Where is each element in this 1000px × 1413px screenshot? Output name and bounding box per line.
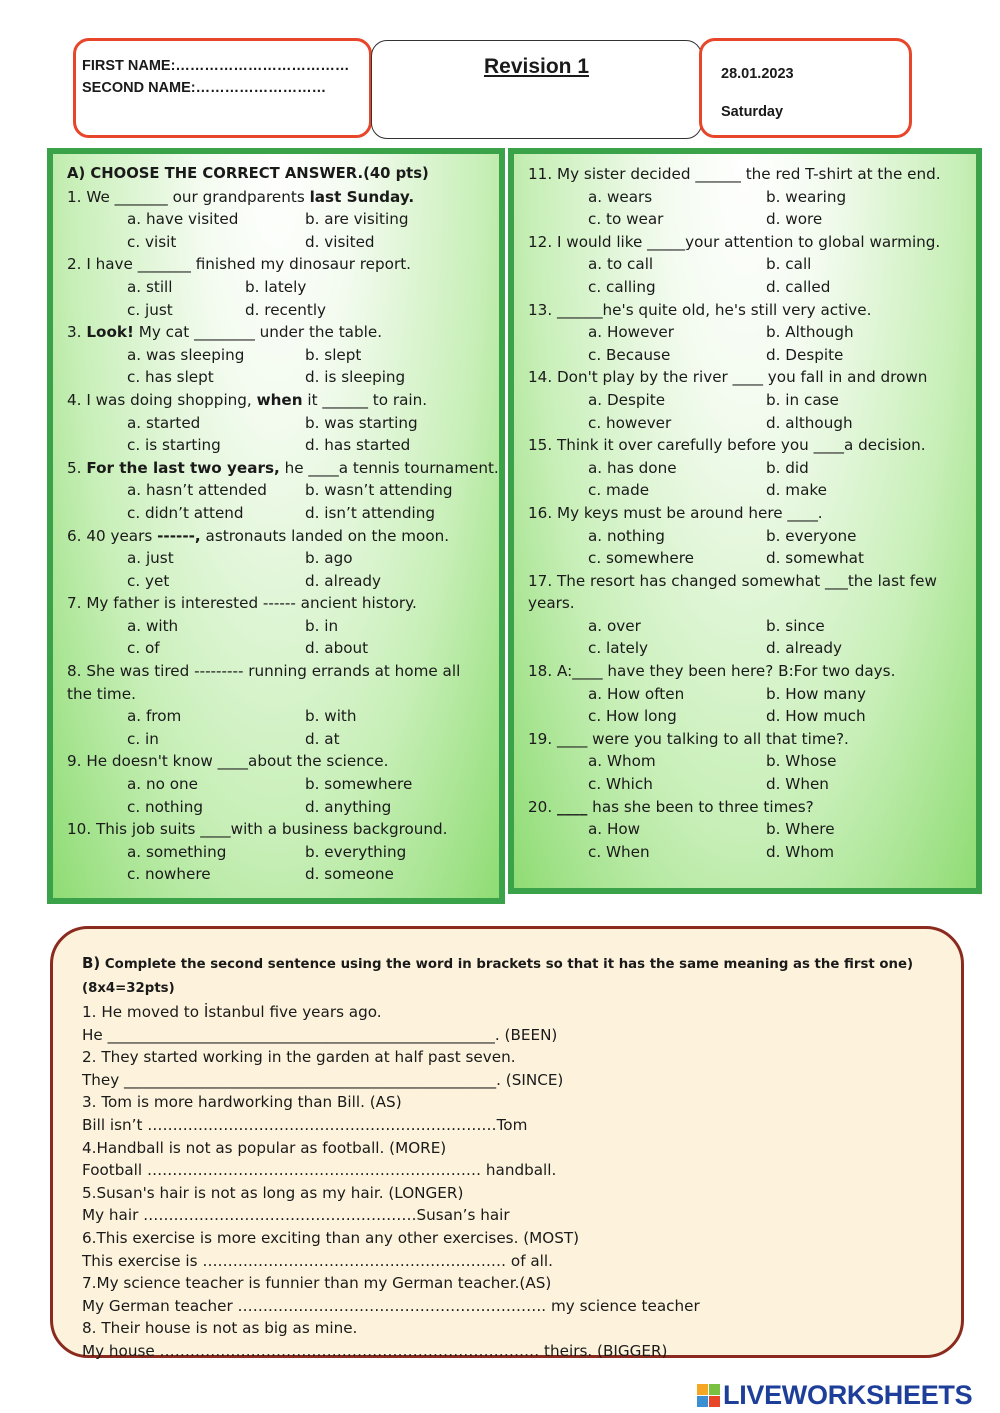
section-b-panel xyxy=(50,926,964,1358)
q19-options-row1 xyxy=(528,750,976,773)
question-2: 2. I have _______ finished my dinosaur report. xyxy=(67,255,411,274)
option[interactable]: c. nothing xyxy=(127,797,203,816)
option[interactable]: b. call xyxy=(766,255,812,274)
student-name-box xyxy=(73,38,372,138)
q12-options-row1 xyxy=(528,253,976,276)
option[interactable]: a. However xyxy=(588,323,675,342)
option[interactable]: b. in xyxy=(305,616,339,635)
b-answer-line[interactable]: My German teacher ……………………………………………………. my science teacher xyxy=(82,1296,700,1315)
question-8: 8. She was tired --------- running errands at home all the time. xyxy=(67,662,461,703)
option[interactable]: b. lately xyxy=(245,277,307,296)
option[interactable]: c. made xyxy=(588,481,650,500)
option[interactable]: a. wears xyxy=(588,187,653,206)
q13-options-row2 xyxy=(528,344,976,367)
option[interactable]: d. How much xyxy=(766,707,866,726)
question-13: 13. ______he's quite old, he's still very active. xyxy=(528,300,872,319)
option[interactable]: a. was sleeping xyxy=(127,345,245,364)
b-answer-line[interactable]: My house ………………………………………………………………… theirs. (BIGGER) xyxy=(82,1341,668,1360)
option[interactable]: b. Whose xyxy=(766,752,837,771)
q8-options-row2 xyxy=(67,728,499,751)
option[interactable]: a. just xyxy=(127,549,174,568)
q9-options-row1 xyxy=(67,773,499,796)
q3-options-row1 xyxy=(67,344,499,367)
option[interactable]: b. Where xyxy=(766,820,835,839)
q2-options-row1 xyxy=(67,276,499,299)
q1-options-row2 xyxy=(67,231,499,254)
option[interactable]: c. in xyxy=(127,729,159,748)
option[interactable]: d. already xyxy=(305,571,382,590)
option[interactable]: d. about xyxy=(305,639,369,658)
section-a-left-panel xyxy=(47,148,505,904)
b-answer-line[interactable]: They _________________________________________________. (SINCE) xyxy=(82,1070,564,1089)
section-a-right-panel xyxy=(508,148,982,894)
first-name-field: FIRST NAME:……………………………… xyxy=(82,58,350,74)
question-16: 16. My keys must be around here ____. xyxy=(528,503,823,522)
option[interactable]: a. with xyxy=(127,616,179,635)
second-name-field: SECOND NAME:……………………… xyxy=(82,80,327,96)
q18-options-row1 xyxy=(528,683,976,706)
question-6: 6. 40 years ------, astronauts landed on the moon. xyxy=(67,526,450,545)
option[interactable]: a. no one xyxy=(127,775,198,794)
day: Saturday xyxy=(721,104,784,120)
option[interactable]: d. has started xyxy=(305,436,411,455)
option[interactable]: b. in case xyxy=(766,390,839,409)
option[interactable]: a. nothing xyxy=(588,526,665,545)
b-answer-line[interactable]: Bill isn’t ……………………………………………………………Tom xyxy=(82,1115,528,1134)
option[interactable]: c. somewhere xyxy=(588,549,694,568)
q14-options-row2 xyxy=(528,412,976,435)
option[interactable]: c. Which xyxy=(588,775,653,794)
option[interactable]: d. When xyxy=(766,775,829,794)
question-14: 14. Don't play by the river ____ you fall in and drown xyxy=(528,368,928,387)
q13-options-row1 xyxy=(528,321,976,344)
option[interactable]: a. has done xyxy=(588,458,677,477)
b-prompt: 5.Susan's hair is not as long as my hair. (LONGER) xyxy=(82,1183,464,1202)
option[interactable]: b. did xyxy=(766,458,809,477)
option[interactable]: c. just xyxy=(127,300,173,319)
q16-options-row2 xyxy=(528,547,976,570)
question-5: 5. For the last two years, he ____a tennis tournament. xyxy=(67,458,499,477)
question-9: 9. He doesn't know ____about the science. xyxy=(67,752,389,771)
b-answer-line[interactable]: My hair ………………………………………………Susan’s hair xyxy=(82,1206,510,1225)
option[interactable]: b. Although xyxy=(766,323,854,342)
option[interactable]: c. didn’t attend xyxy=(127,503,244,522)
question-3: 3. Look! My cat ________ under the table. xyxy=(67,323,383,342)
option[interactable]: a. from xyxy=(127,707,182,726)
option[interactable]: a. Despite xyxy=(588,390,666,409)
option[interactable]: a. over xyxy=(588,616,641,635)
q17-options-row2 xyxy=(528,637,976,660)
worksheet-title: Revision 1 xyxy=(483,55,590,78)
option[interactable]: b. with xyxy=(305,707,357,726)
b-prompt: 7.My science teacher is funnier than my German teacher.(AS) xyxy=(82,1274,552,1293)
option[interactable]: d. someone xyxy=(305,865,394,884)
q10-options-row1 xyxy=(67,841,499,864)
title-box xyxy=(371,40,702,139)
option[interactable]: d. wore xyxy=(766,210,823,229)
option[interactable]: d. make xyxy=(766,481,827,500)
question-7: 7. My father is interested ------ ancient history. xyxy=(67,594,417,613)
option[interactable]: b. How many xyxy=(766,684,866,703)
option[interactable]: c. Because xyxy=(588,345,671,364)
question-1: 1. We _______ our grandparents last Sunday. xyxy=(67,187,415,206)
option[interactable]: d. isn’t attending xyxy=(305,503,435,522)
option[interactable]: c. is starting xyxy=(127,436,221,455)
q8-options-row1 xyxy=(67,705,499,728)
option[interactable]: d. Whom xyxy=(766,842,835,861)
logo-square xyxy=(697,1396,708,1407)
option[interactable]: a. have visited xyxy=(127,210,239,229)
q2-options-row2 xyxy=(67,299,499,322)
option[interactable]: c. to wear xyxy=(588,210,664,229)
q7-options-row2 xyxy=(67,637,499,660)
q10-options-row2 xyxy=(67,863,499,886)
q16-options-row1 xyxy=(528,525,976,548)
option[interactable]: b. everyone xyxy=(766,526,857,545)
option[interactable]: b. everything xyxy=(305,842,407,861)
q1-options-row1 xyxy=(67,208,499,231)
section-a-heading: A) CHOOSE THE CORRECT ANSWER.(40 pts) xyxy=(67,165,429,182)
question-15: 15. Think it over carefully before you ____a decision. xyxy=(528,436,926,455)
option[interactable]: b. are visiting xyxy=(305,210,409,229)
option[interactable]: c. has slept xyxy=(127,368,214,387)
q5-options-row1 xyxy=(67,479,499,502)
option[interactable]: c. visit xyxy=(127,232,177,251)
option[interactable]: b. wearing xyxy=(766,187,847,206)
option[interactable]: c. however xyxy=(588,413,672,432)
question-20: 20. ____ has she been to three times? xyxy=(528,797,814,816)
question-19: 19. ____ were you talking to all that time?. xyxy=(528,729,849,748)
option[interactable]: b. ago xyxy=(305,549,353,568)
option[interactable]: d. visited xyxy=(305,232,375,251)
option[interactable]: d. anything xyxy=(305,797,392,816)
b-prompt: 8. Their house is not as big as mine. xyxy=(82,1319,358,1338)
q19-options-row2 xyxy=(528,773,976,796)
question-10: 10. This job suits ____with a business background. xyxy=(67,820,448,839)
option[interactable]: b. somewhere xyxy=(305,775,413,794)
logo-square xyxy=(709,1396,720,1407)
logo-square xyxy=(697,1384,708,1395)
option[interactable]: c. nowhere xyxy=(127,865,211,884)
b-prompt: 6.This exercise is more exciting than any other exercises. (MOST) xyxy=(82,1228,580,1247)
option[interactable]: a. something xyxy=(127,842,227,861)
option[interactable]: c. How long xyxy=(588,707,677,726)
option[interactable]: c. yet xyxy=(127,571,170,590)
q6-options-row2 xyxy=(67,570,499,593)
option[interactable]: d. already xyxy=(766,639,843,658)
q5-options-row2 xyxy=(67,502,499,525)
question-18: 18. A:____ have they been here? B:For two days. xyxy=(528,662,896,681)
date-box xyxy=(699,38,912,138)
option[interactable]: c. lately xyxy=(588,639,649,658)
q15-options-row1 xyxy=(528,457,976,480)
b-answer-line[interactable]: He ___________________________________________________. (BEEN) xyxy=(82,1025,558,1044)
q11-options-row1 xyxy=(528,186,976,209)
question-11: 11. My sister decided ______ the red T-shirt at the end. xyxy=(528,165,941,183)
q11-options-row2 xyxy=(528,208,976,231)
b-prompt: 4.Handball is not as popular as football. (MORE) xyxy=(82,1138,447,1157)
option[interactable]: a. How often xyxy=(588,684,685,703)
b-prompt: 3. Tom is more hardworking than Bill. (AS) xyxy=(82,1093,402,1112)
q20-options-row2 xyxy=(528,841,976,864)
option[interactable]: d. Despite xyxy=(766,345,844,364)
option[interactable]: d. called xyxy=(766,277,831,296)
option[interactable]: b. wasn’t attending xyxy=(305,481,453,500)
b-answer-line[interactable]: This exercise is …………………………………………………… of all. xyxy=(82,1251,553,1270)
date: 28.01.2023 xyxy=(721,66,794,82)
option[interactable]: d. is sleeping xyxy=(305,368,406,387)
option[interactable]: d. at xyxy=(305,729,340,748)
option[interactable]: c. calling xyxy=(588,277,656,296)
option[interactable]: a. How xyxy=(588,820,641,839)
option[interactable]: c. of xyxy=(127,639,160,658)
q4-options-row2 xyxy=(67,434,499,457)
logo-squares-icon xyxy=(697,1384,720,1407)
option[interactable]: c. When xyxy=(588,842,650,861)
question-17: 17. The resort has changed somewhat ___the last few years. xyxy=(528,571,937,613)
q15-options-row2 xyxy=(528,479,976,502)
q3-options-row2 xyxy=(67,366,499,389)
q18-options-row2 xyxy=(528,705,976,728)
q17-options-row1 xyxy=(528,615,976,638)
option[interactable]: b. since xyxy=(766,616,825,635)
q4-options-row1 xyxy=(67,412,499,435)
logo-square xyxy=(709,1384,720,1395)
option[interactable]: b. slept xyxy=(305,345,362,364)
option[interactable]: d. recently xyxy=(245,300,327,319)
option[interactable]: d. although xyxy=(766,413,853,432)
q20-options-row1 xyxy=(528,818,976,841)
b-prompt: 1. He moved to İstanbul five years ago. xyxy=(82,1003,382,1021)
option[interactable]: b. was starting xyxy=(305,413,418,432)
option[interactable]: a. hasn’t attended xyxy=(127,481,267,500)
question-12: 12. I would like _____your attention to global warming. xyxy=(528,232,941,251)
section-b-heading: B) Complete the second sentence using the word in brackets so that it has the same meaning as the first one)(8x4=32pts) xyxy=(82,954,914,996)
b-answer-line[interactable]: Football ………………………………………………………… handball. xyxy=(82,1161,557,1180)
logo-text: LIVEWORKSHEETS xyxy=(723,1380,973,1410)
q7-options-row1 xyxy=(67,615,499,638)
b-prompt: 2. They started working in the garden at half past seven. xyxy=(82,1048,516,1067)
q14-options-row1 xyxy=(528,389,976,412)
q12-options-row2 xyxy=(528,276,976,299)
q6-options-row1 xyxy=(67,547,499,570)
option[interactable]: a. to call xyxy=(588,255,654,274)
option[interactable]: a. still xyxy=(127,277,173,296)
question-4: 4. I was doing shopping, when it ______ to rain. xyxy=(67,390,428,409)
option[interactable]: d. somewhat xyxy=(766,549,864,568)
liveworksheets-logo xyxy=(697,1380,972,1411)
option[interactable]: a. Whom xyxy=(588,752,656,771)
q9-options-row2 xyxy=(67,796,499,819)
option[interactable]: a. started xyxy=(127,413,201,432)
